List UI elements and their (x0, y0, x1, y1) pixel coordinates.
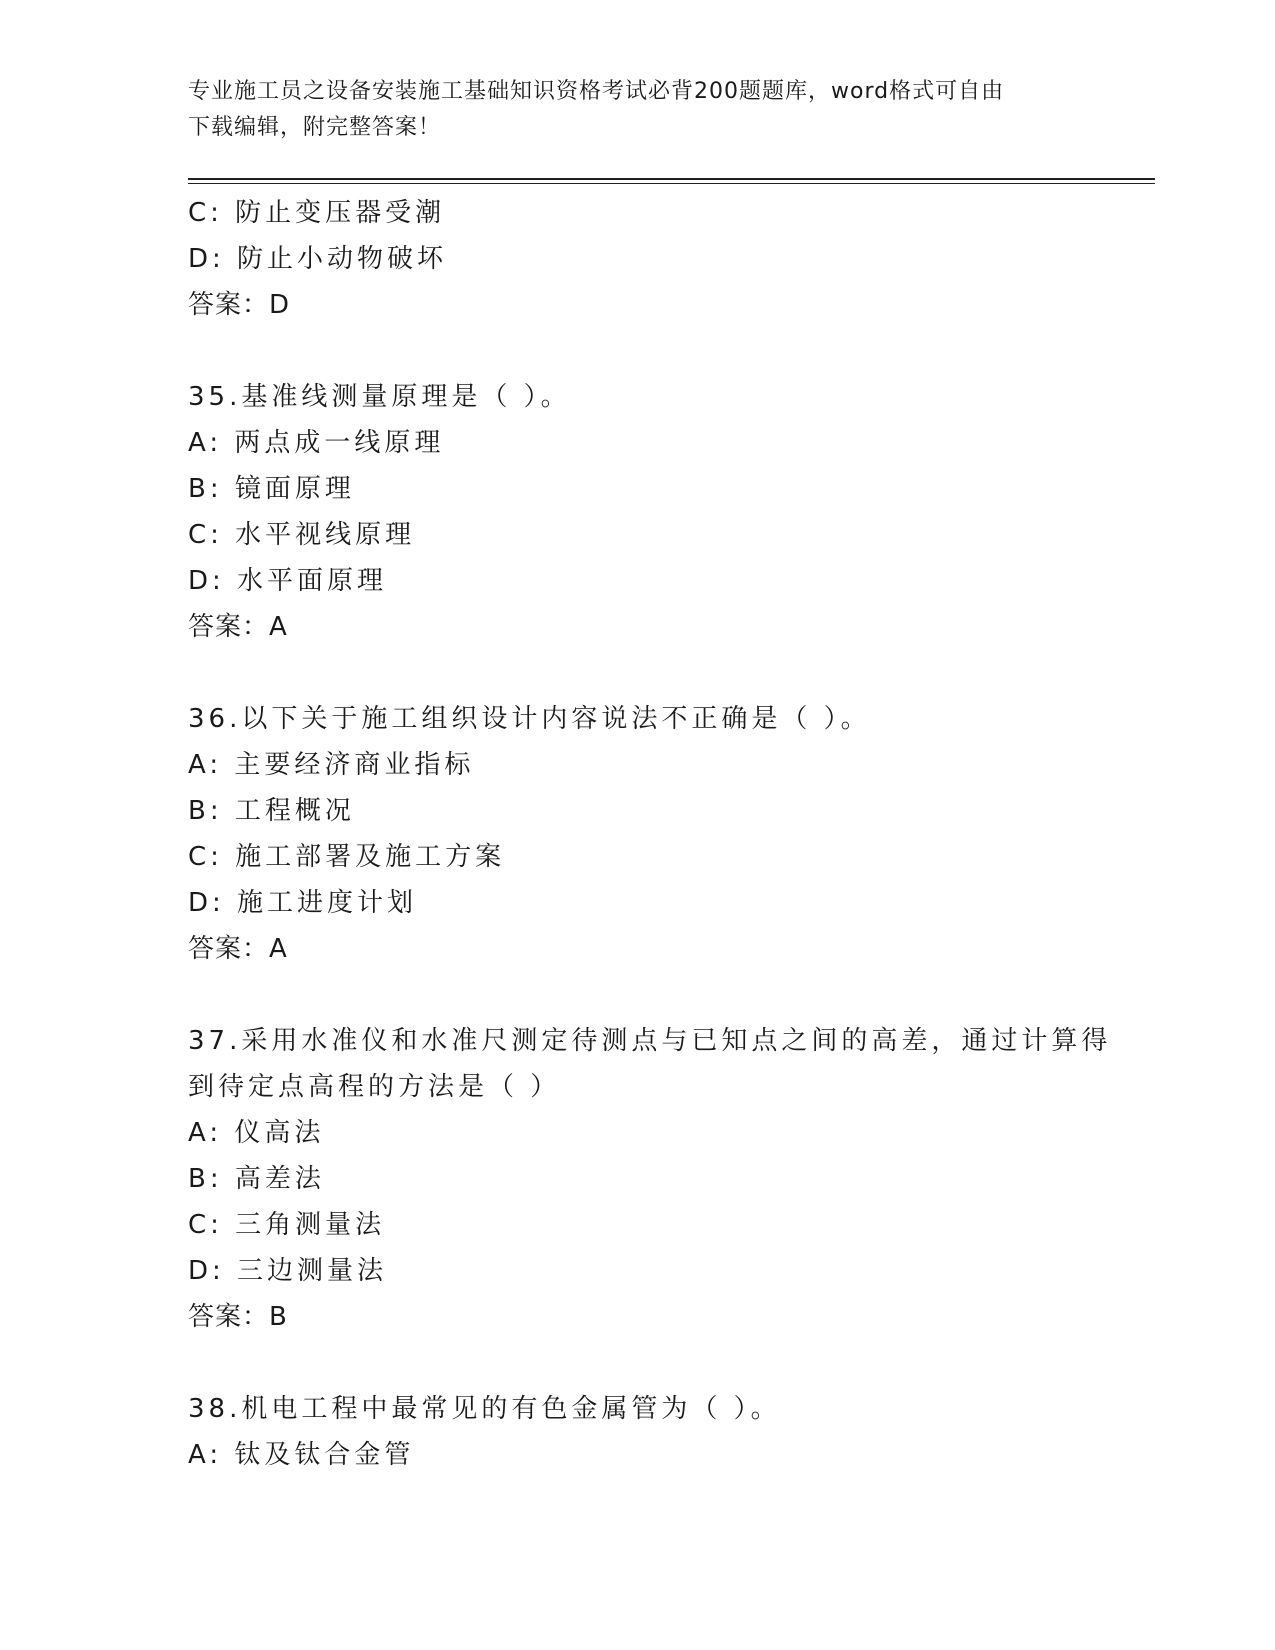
option-b: B: 高差法 (188, 1164, 325, 1194)
option-a: A: 钛及钛合金管 (188, 1440, 415, 1470)
document-header (188, 74, 1088, 146)
header-divider-thick (188, 178, 1155, 180)
question-stem: 38.机电工程中最常见的有色金属管为（ ）。 (188, 1394, 781, 1424)
question-list (188, 190, 1112, 1478)
question-stem: 35.基准线测量原理是（ ）。 (188, 382, 571, 412)
answer-line: 答案：A (188, 612, 288, 642)
header-divider-thin (188, 183, 1155, 184)
spacer (188, 328, 1088, 374)
question-35 (188, 374, 1088, 650)
spacer (188, 650, 1088, 696)
spacer (188, 972, 1088, 1018)
answer-line: 答案：A (188, 934, 288, 964)
question-36 (188, 696, 1088, 972)
option-d: D: 三边测量法 (188, 1256, 388, 1286)
option-c: C: 水平视线原理 (188, 520, 416, 550)
option-a: A: 仪高法 (188, 1118, 325, 1148)
option-c: C: 施工部署及施工方案 (188, 842, 506, 872)
option-b: B: 镜面原理 (188, 474, 355, 504)
option-b: B: 工程概况 (188, 796, 355, 826)
header-line-2: 下载编辑，附完整答案！ (188, 115, 442, 140)
option-c: C: 三角测量法 (188, 1210, 386, 1240)
option-a: A: 两点成一线原理 (188, 428, 445, 458)
header-line-1: 专业施工员之设备安装施工基础知识资格考试必背200题题库，word格式可自由 (188, 79, 1005, 104)
option-d: D: 水平面原理 (188, 566, 388, 596)
answer-line: 答案：D (188, 290, 291, 320)
question-stem-line-1: 37.采用水准仪和水准尺测定待测点与已知点之间的高差，通过计算得 (188, 1026, 1112, 1056)
question-38 (188, 1386, 1088, 1478)
option-d: D: 施工进度计划 (188, 888, 418, 918)
option-d: D: 防止小动物破坏 (188, 244, 448, 274)
question-stem: 36.以下关于施工组织设计内容说法不正确是（ ）。 (188, 704, 871, 734)
option-c: C: 防止变压器受潮 (188, 198, 446, 228)
question-stem-line-2: 到待定点高程的方法是（ ） (188, 1072, 561, 1102)
option-a: A: 主要经济商业指标 (188, 750, 475, 780)
question-37 (188, 1018, 1112, 1340)
spacer (188, 1340, 1088, 1386)
previous-question-tail (188, 190, 1088, 328)
answer-line: 答案：B (188, 1302, 288, 1332)
